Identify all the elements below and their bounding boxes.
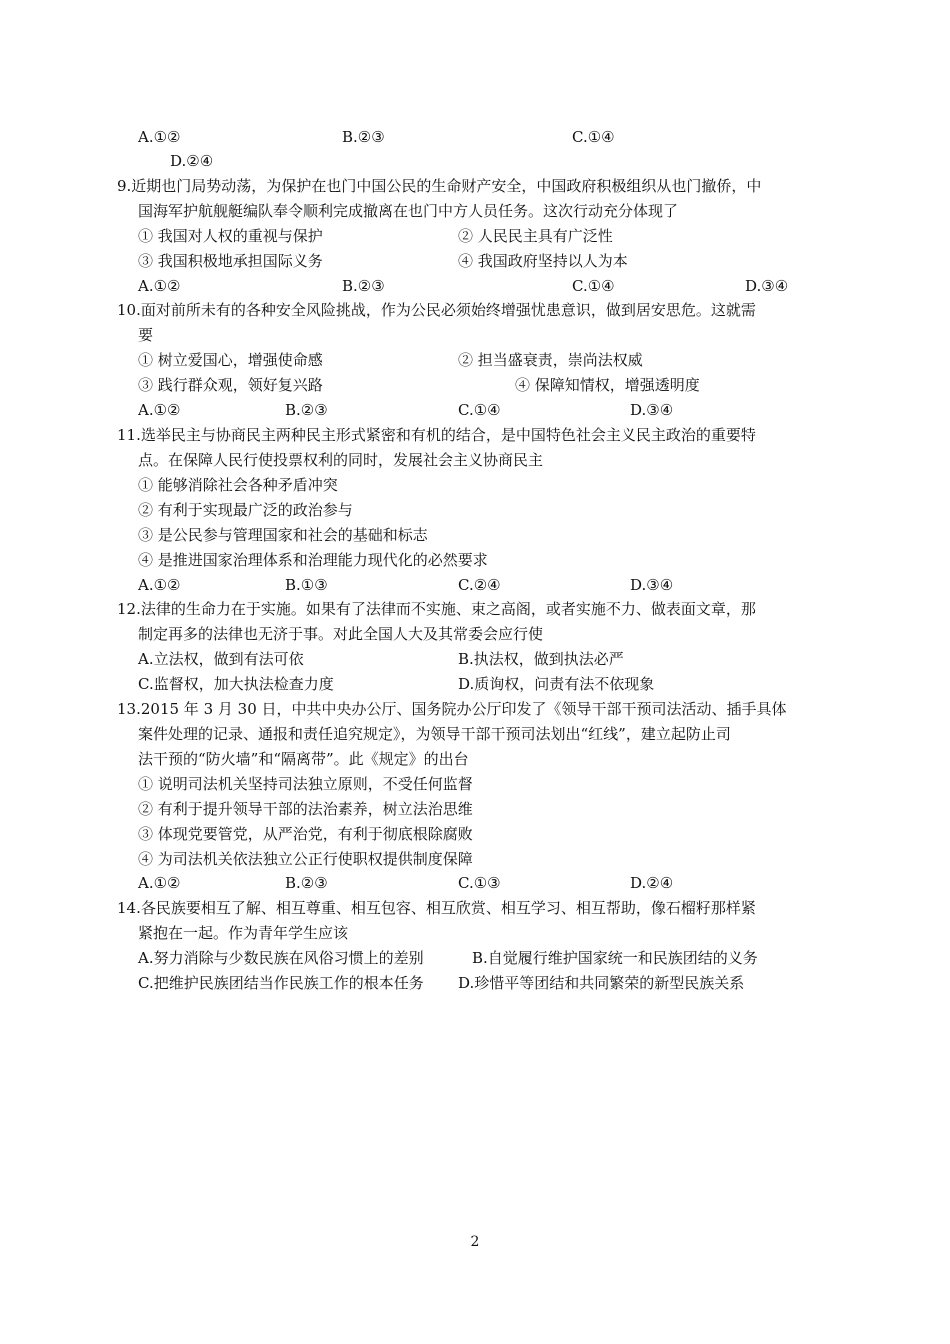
- q13-stem-line: 案件处理的记录、通报和责任追究规定》，为领导干部干预司法划出“红线”，建立起防止司: [138, 725, 731, 743]
- q11-option-a: A.①②: [138, 576, 181, 594]
- q11-option-c: C.②④: [458, 576, 501, 594]
- q13-item-1: ① 说明司法机关坚持司法独立原则，不受任何监督: [138, 775, 473, 793]
- q10-item-1: ① 树立爱国心，增强使命感: [138, 351, 323, 369]
- q13-option-c: C.①③: [458, 874, 501, 892]
- q10-stem-line: 要: [138, 326, 154, 344]
- q11-item-3: ③ 是公民参与管理国家和社会的基础和标志: [138, 526, 428, 544]
- q14-option-c: C.把维护民族团结当作民族工作的根本任务: [138, 974, 424, 992]
- q8-option-d: D.②④: [170, 152, 214, 170]
- q9-option-b: B.②③: [342, 277, 385, 295]
- q10-item-2: ② 担当盛衰责，崇尚法权威: [458, 351, 643, 369]
- q9-item-4: ④ 我国政府坚持以人为本: [458, 252, 628, 270]
- q13-item-3: ③ 体现党要管党，从严治党，有利于彻底根除腐败: [138, 825, 473, 843]
- page-number: 2: [470, 1234, 480, 1250]
- q14-option-b: B.自觉履行维护国家统一和民族团结的义务: [472, 949, 758, 967]
- q12-option-c: C.监督权，加大执法检查力度: [138, 675, 334, 693]
- q14-stem-line: 14.各民族要相互了解、相互尊重、相互包容、相互欣赏、相互学习、相互帮助，像石榴籽那样紧: [117, 899, 756, 917]
- q8-option-a: A.①②: [138, 128, 181, 146]
- q11-stem-line: 点。在保障人民行使投票权利的同时，发展社会主义协商民主: [138, 451, 544, 469]
- q10-option-b: B.②③: [285, 401, 328, 419]
- q9-option-a: A.①②: [138, 277, 181, 295]
- q8-option-b: B.②③: [342, 128, 385, 146]
- q13-stem-line: 法干预的“防火墙”和“隔离带”。此《规定》的出台: [138, 750, 469, 768]
- q9-item-2: ② 人民民主具有广泛性: [458, 227, 613, 245]
- q12-stem-line: 12.法律的生命力在于实施。如果有了法律而不实施、束之高阁，或者实施不力、做表面文章，那: [117, 600, 756, 618]
- q12-option-b: B.执法权，做到执法必严: [458, 650, 624, 668]
- q12-option-d: D.质询权，问责有法不依现象: [458, 675, 655, 693]
- q9-stem-line: 国海军护航舰艇编队奉令顺利完成撤离在也门中方人员任务。这次行动充分体现了: [138, 202, 679, 220]
- q9-option-d: D.③④: [745, 277, 789, 295]
- q11-option-b: B.①③: [285, 576, 328, 594]
- q9-item-3: ③ 我国积极地承担国际义务: [138, 252, 323, 270]
- q11-stem-line: 11.选举民主与协商民主两种民主形式紧密和有机的结合，是中国特色社会主义民主政治的重要特: [117, 426, 756, 444]
- q13-item-2: ② 有利于提升领导干部的法治素养，树立法治思维: [138, 800, 473, 818]
- q13-stem-line: 13.2015 年 3 月 30 日，中共中央办公厅、国务院办公厅印发了《领导干部干预司法活动、插手具体: [117, 700, 787, 718]
- q14-option-d: D.珍惜平等团结和共同繁荣的新型民族关系: [458, 974, 745, 992]
- q14-option-a: A.努力消除与少数民族在风俗习惯上的差别: [138, 949, 424, 967]
- q10-option-c: C.①④: [458, 401, 501, 419]
- q11-item-1: ① 能够消除社会各种矛盾冲突: [138, 476, 338, 494]
- q13-option-b: B.②③: [285, 874, 328, 892]
- q9-stem-line: 9.近期也门局势动荡，为保护在也门中国公民的生命财产安全，中国政府积极组织从也门撤侨，中: [117, 177, 762, 195]
- q9-item-1: ① 我国对人权的重视与保护: [138, 227, 323, 245]
- q8-option-c: C.①④: [572, 128, 615, 146]
- q10-stem-line: 10.面对前所未有的各种安全风险挑战，作为公民必须始终增强忧患意识，做到居安思危。这就需: [117, 301, 756, 319]
- q13-option-a: A.①②: [138, 874, 181, 892]
- q10-option-d: D.③④: [630, 401, 674, 419]
- q11-option-d: D.③④: [630, 576, 674, 594]
- q11-item-2: ② 有利于实现最广泛的政治参与: [138, 501, 353, 519]
- q10-option-a: A.①②: [138, 401, 181, 419]
- q12-option-a: A.立法权，做到有法可依: [138, 650, 304, 668]
- q10-item-4: ④ 保障知情权，增强透明度: [515, 376, 700, 394]
- q13-item-4: ④ 为司法机关依法独立公正行使职权提供制度保障: [138, 850, 473, 868]
- q9-option-c: C.①④: [572, 277, 615, 295]
- q11-item-4: ④ 是推进国家治理体系和治理能力现代化的必然要求: [138, 551, 488, 569]
- q10-item-3: ③ 践行群众观，领好复兴路: [138, 376, 323, 394]
- q13-option-d: D.②④: [630, 874, 674, 892]
- q12-stem-line: 制定再多的法律也无济于事。对此全国人大及其常委会应行使: [138, 625, 544, 643]
- q14-stem-line: 紧抱在一起。作为青年学生应该: [138, 924, 349, 942]
